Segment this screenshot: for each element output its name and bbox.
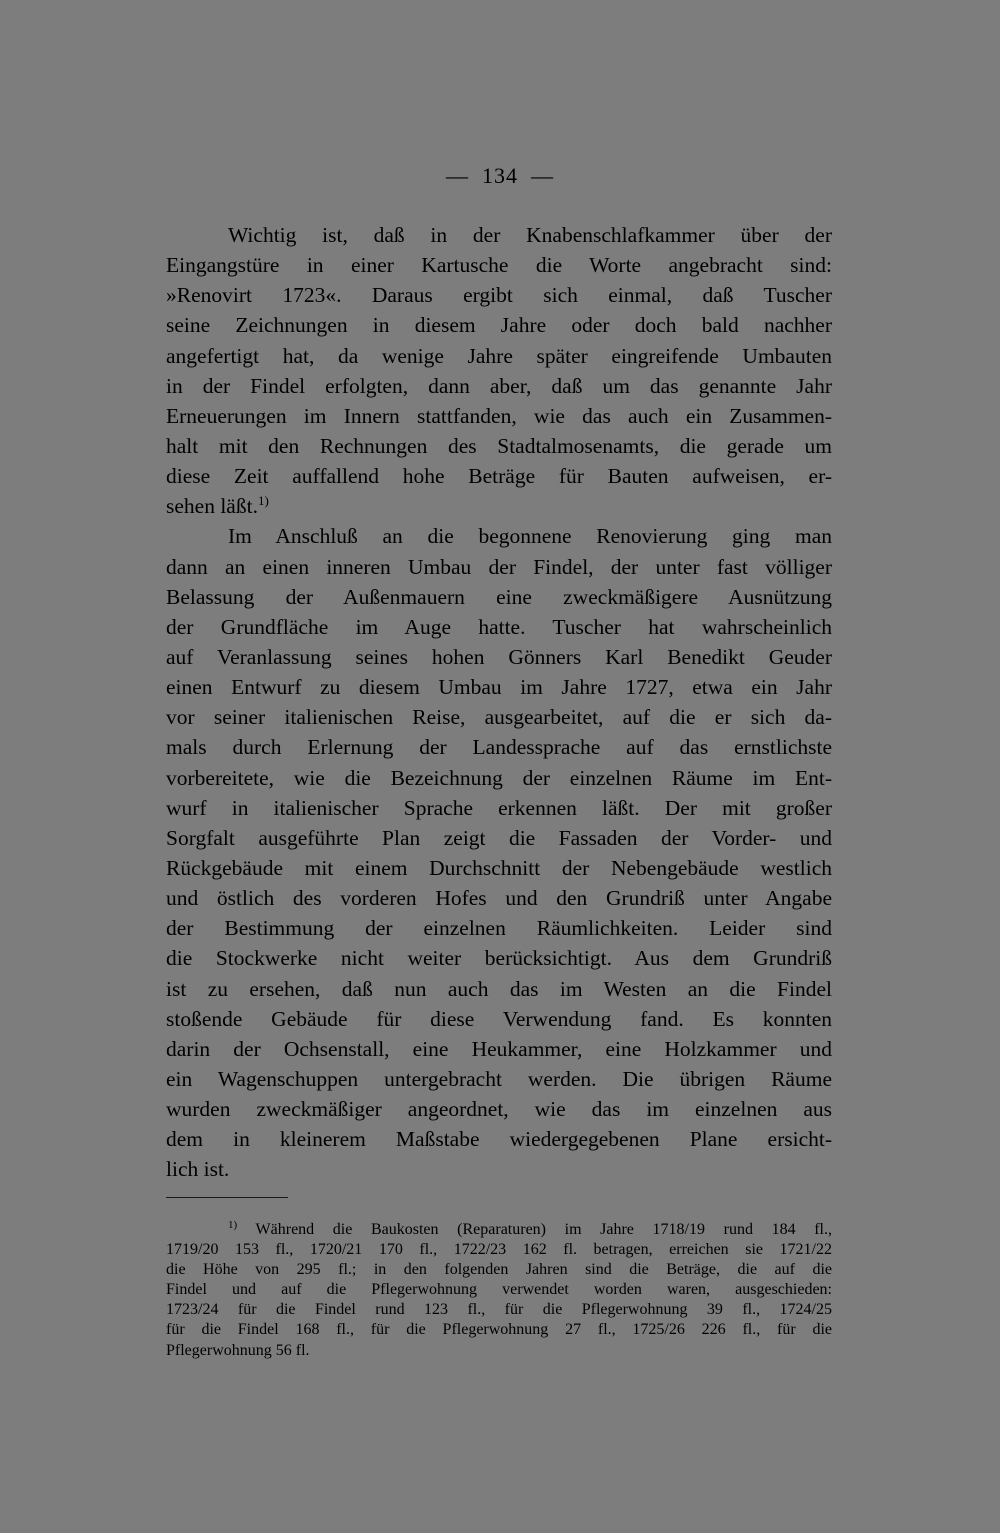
text-line: Belassung der Außenmauern eine zweckmäßigere Ausnützung: [166, 584, 832, 609]
text-line: vorbereitete, wie die Bezeichnung der einzelnen Räume im Ent-: [166, 765, 832, 790]
footnote-line-first: [166, 1220, 832, 1240]
footnote-line: 1719/20 153 fl., 1720/21 170 fl., 1722/23 162 fl. betragen, erreichen sie 1721/22: [166, 1241, 832, 1259]
text-line: Erneuerungen im Innern stattfanden, wie das auch ein Zusammen-: [166, 403, 832, 428]
text-line: vor seiner italienischen Reise, ausgearbeitet, auf die er sich da-: [166, 705, 832, 730]
footnote-marker: 1): [228, 1219, 238, 1231]
footnote-line: 1723/24 für die Findel rund 123 fl., für die Pflegerwohnung 39 fl., 1724/25: [166, 1301, 832, 1319]
body-text: [166, 220, 832, 1185]
text-line: diese Zeit auffallend hohe Beträge für Bauten aufweisen, er-: [166, 464, 832, 489]
paragraph-2: [166, 521, 832, 1184]
text-line: in der Findel erfolgten, dann aber, daß um das genannte Jahr: [166, 373, 832, 398]
text-line: dem in kleinerem Maßstabe wiedergegebenen Plane ersicht-: [166, 1127, 832, 1152]
text-line: einen Entwurf zu diesem Umbau im Jahre 1727, etwa ein Jahr: [166, 675, 832, 700]
text-line: mals durch Erlernung der Landessprache auf das ernstlichste: [166, 735, 832, 760]
footnote-line: Pflegerwohnung 56 fl.: [166, 1341, 310, 1359]
footnote-reference: 1): [257, 493, 269, 509]
text-line: und östlich des vorderen Hofes und den Grundriß unter Angabe: [166, 886, 832, 911]
text-line: lich ist.: [166, 1157, 230, 1182]
text-line: der Bestimmung der einzelnen Räumlichkeiten. Leider sind: [166, 916, 832, 941]
text-line: Rückgebäude mit einem Durchschnitt der Nebengebäude westlich: [166, 855, 832, 880]
text-line: die Stockwerke nicht weiter berücksichtigt. Aus dem Grundriß: [166, 946, 832, 971]
text-line: auf Veranlassung seines hohen Gönners Karl Benedikt Geuder: [166, 644, 832, 669]
text-line: sehen läßt.: [166, 494, 258, 519]
text-line: darin der Ochsenstall, eine Heukammer, eine Holzkammer und: [166, 1036, 832, 1061]
text-line: ist zu ersehen, daß nun auch das im Westen an die Findel: [166, 976, 832, 1001]
text-line: der Grundfläche im Auge hatte. Tuscher hat wahrscheinlich: [166, 614, 832, 639]
footnote-line: Findel und auf die Pflegerwohnung verwendet worden waren, ausgeschieden:: [166, 1281, 832, 1299]
footnote-line: Während die Baukosten (Reparaturen) im Jahre 1718/19 rund 184 fl.,: [255, 1221, 832, 1238]
text-line: »Renovirt 1723«. Daraus ergibt sich einmal, daß Tuscher: [166, 283, 832, 308]
text-line: Im Anschluß an die begonnene Renovierung ging man: [228, 524, 832, 549]
paragraph-1: [166, 220, 832, 521]
page-number: — 134 —: [446, 163, 554, 188]
text-line: dann an einen inneren Umbau der Findel, der unter fast völliger: [166, 554, 832, 579]
footnote: [166, 1220, 832, 1361]
text-line: halt mit den Rechnungen des Stadtalmosenamts, die gerade um: [166, 433, 832, 458]
text-line: wurden zweckmäßiger angeordnet, wie das im einzelnen aus: [166, 1097, 832, 1122]
text-line: Sorgfalt ausgeführte Plan zeigt die Fassaden der Vorder- und: [166, 825, 832, 850]
text-line-last: [166, 491, 832, 521]
text-line: seine Zeichnungen in diesem Jahre oder doch bald nachher: [166, 313, 832, 338]
footnote-line: die Höhe von 295 fl.; in den folgenden Jahren sind die Beträge, die auf die: [166, 1261, 832, 1279]
text-line: stoßende Gebäude für diese Verwendung fand. Es konnten: [166, 1006, 832, 1031]
footnote-separator: [166, 1197, 288, 1198]
text-line: wurf in italienischer Sprache erkennen läßt. Der mit großer: [166, 795, 832, 820]
text-line: Eingangstüre in einer Kartusche die Worte angebracht sind:: [166, 253, 832, 278]
text-line: Wichtig ist, daß in der Knabenschlafkammer über der: [228, 223, 832, 247]
text-line: angefertigt hat, da wenige Jahre später eingreifende Umbauten: [166, 343, 832, 368]
footnote-line: für die Findel 168 fl., für die Pflegerwohnung 27 fl., 1725/26 226 fl., für die: [166, 1321, 832, 1339]
text-line: ein Wagenschuppen untergebracht werden. Die übrigen Räume: [166, 1066, 832, 1091]
